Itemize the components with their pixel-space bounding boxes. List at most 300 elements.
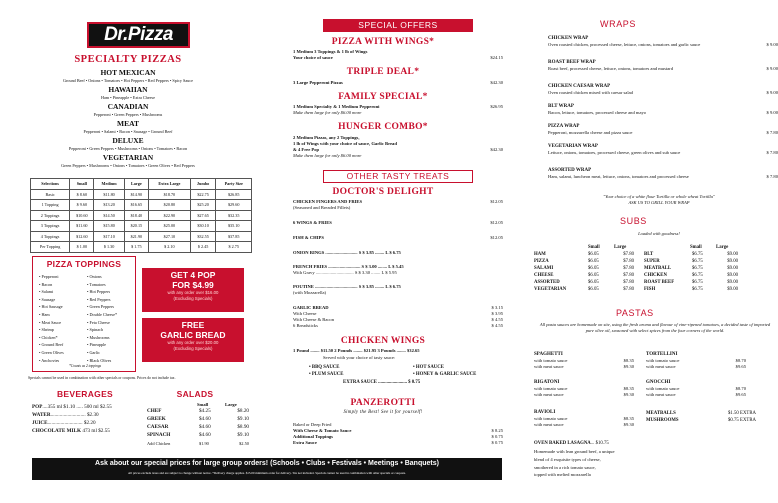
table-cell: $25.00 (149, 221, 191, 232)
pasta-option-price: $8.35 (623, 416, 634, 421)
promo-condition: with any order over $16.00 (167, 290, 219, 295)
pastas-title: PASTAS (616, 308, 654, 318)
salad-price-large: $8.90 (237, 424, 249, 430)
sub-price-small: $6.05 (588, 287, 599, 292)
group-orders-text: Ask about our special prices for large group orders! (Schools • Clubs • Festivals • Meetings • Banquets) (95, 460, 439, 467)
treat-text: ONION RINGS ............................ S $ 3.85 ........ L $ 6.75 (293, 250, 401, 255)
topping-item: • Red Peppers (87, 296, 111, 302)
table-cell: $14.50 (94, 210, 124, 221)
topping-item: • Tomatoes (87, 281, 106, 287)
table-cell: $14.90 (124, 189, 148, 200)
sub-price-small: $6.05 (588, 266, 599, 271)
sub-price-small: $6.75 (692, 287, 703, 292)
pasta-option-text: with meat sauce (646, 392, 676, 397)
topping-item: • Shrimp (39, 327, 54, 333)
pizza-ingredients: Pepperoni • Green Peppers • Mushrooms (93, 112, 163, 117)
pizza-ingredients: Ground Beef • Onions • Tomatoes • Hot Peppers • Red Peppers • Spicy Sauce (62, 78, 193, 83)
wraps-title: WRAPS (600, 19, 637, 29)
salad-price-small: $4.60 (199, 416, 211, 422)
pasta-name: RIGATONI (534, 380, 560, 385)
pasta-extra-name: MEATBALLS (646, 411, 676, 416)
sub-name: SUPER (644, 259, 660, 264)
table-header: Medium (94, 179, 124, 190)
treat-price: $ 3.15 (491, 305, 503, 310)
toppings-list-left (39, 273, 64, 364)
topping-item: • Bacon (39, 281, 53, 287)
lasagna-desc-line: smothered in a rich tomato sauce, (534, 464, 596, 470)
offer-line (293, 110, 503, 116)
treat-text: 6 Breadsticks (293, 323, 318, 328)
pasta-option-price: $8.70 (735, 358, 746, 363)
panzerotti-price: $ 8.25 (491, 428, 503, 433)
treat-text: (with Mozzarella) (293, 290, 327, 295)
wrap-description (548, 130, 778, 136)
subs-col-small: Small (690, 245, 702, 250)
topping-item: • Pineapple (87, 342, 107, 348)
topping-item: • Green Olives (39, 349, 64, 355)
pizza-name: HAWAIIAN (108, 85, 148, 94)
sub-price-small: $6.75 (692, 280, 703, 285)
pizza-ingredients: Pepperoni • Salami • Bacon • Sausage • Ground Beef (83, 129, 173, 134)
specialty-pizzas-title: SPECIALTY PIZZAS (74, 54, 182, 65)
salad-price-small: $4.25 (199, 408, 211, 414)
wrap-description (548, 42, 778, 48)
table-row (31, 231, 252, 242)
price-disclaimer: All prices exclude taxes and are subject to change without notice. *Delivery charge applies. $15.00 minimum order for delivery. Tax not included. Specials cannot be used in combination with other specials or coupons. (128, 471, 406, 475)
treat-price (473, 250, 503, 256)
sauce-item: • PLUM SAUCE (309, 372, 344, 377)
table-cell: $37.85 (216, 231, 252, 242)
pasta-option-text: with meat sauce (534, 422, 564, 427)
topping-item: • Black Olives (87, 357, 112, 363)
beverage-name: WATER (32, 412, 51, 418)
beverage-price: 473 ml $2.55 (81, 428, 110, 434)
offer-title: HUNGER COMBO* (338, 122, 428, 132)
treat-text: 6 WINGS & FRIES (293, 220, 332, 225)
pasta-option (646, 364, 746, 371)
salad-price-large: $9.10 (237, 416, 249, 422)
subs-title: SUBS (620, 216, 647, 226)
lasagna-price: ... $10.75 (590, 441, 609, 446)
treat-price (473, 290, 503, 296)
table-cell: Per Topping (31, 242, 70, 253)
promo-garlic-bread-box (142, 318, 244, 362)
wrap-price: $ 9.00 (766, 110, 778, 115)
pasta-option (534, 392, 634, 399)
offer-text: 1 lb of Wings with your choice of sauce, Garlic Bread (293, 141, 397, 146)
pasta-option-price: $9.30 (623, 422, 634, 427)
treat-line (293, 290, 503, 296)
salad-price-small: $4.60 (199, 432, 211, 438)
salad-name: GREEK (147, 416, 166, 422)
table-cell: 4 Toppings (31, 231, 70, 242)
treat-line (293, 235, 503, 241)
topping-item: • Ham (39, 311, 50, 317)
pasta-option-text: with tomato sauce (534, 386, 568, 391)
table-cell: 3 Toppings (31, 221, 70, 232)
treat-text: FISH & CHIPS (293, 235, 324, 240)
treat-price: $ 4.55 (491, 317, 503, 322)
beverage-price: ....355 ml $1.10 ..... 500 ml $2.55 (42, 404, 112, 410)
table-cell: $11.80 (94, 189, 124, 200)
table-cell: $11.60 (70, 221, 94, 232)
wrap-price: $ 7.80 (766, 174, 778, 179)
sauce-item: • HOT SAUCE (413, 365, 444, 370)
pasta-extra (646, 417, 756, 424)
wrap-name: ASSORTED WRAP (548, 168, 592, 173)
doctors-delight-title: DOCTOR'S DELIGHT (332, 187, 434, 197)
topping-item: • Double Cheese* (87, 311, 118, 317)
treat-text: (Seasoned and Breaded Fillets) (293, 205, 351, 210)
subs-subtitle: Loaded with goodness! (638, 231, 680, 236)
wrap-price: $ 7.80 (766, 150, 778, 155)
salad-price-large: $2.50 (239, 441, 249, 446)
panzerotti-text: Extra Sauce (293, 440, 317, 445)
table-cell: $ 8.60 (70, 189, 94, 200)
table-row (31, 189, 252, 200)
treat-text: With Cheese (293, 311, 317, 316)
grill-note: ASK US TO GRILL YOUR WRAP (628, 200, 690, 205)
offer-text: 1 Medium Specialty & 1 Medium Pepperoni (293, 104, 380, 109)
promo-pop-box (142, 268, 244, 312)
tortilla-note: "Your choice of a white flour Tortilla or whole wheat Tortilla" (603, 194, 715, 199)
treat-price: $12.05 (490, 220, 503, 225)
wrap-description (548, 90, 778, 96)
table-cell: $13.20 (94, 200, 124, 211)
table-cell: $21.90 (124, 231, 148, 242)
pizza-name: DELUXE (112, 136, 144, 145)
salad-item (147, 416, 249, 423)
pastas-intro: All pasta sauces are homemade on site, using the fresh aroma and flavour of vine-ripened tomatoes, a decided taste of imported pure olive oil, seasoned with select spices from the four corners of the world. (539, 322, 771, 333)
sub-name: CHEESE (534, 273, 554, 278)
table-header: Large (124, 179, 148, 190)
sub-name: ASSORTED (534, 280, 560, 285)
topping-item: • Meat Sauce (39, 319, 62, 325)
table-cell: $ 1.75 (124, 242, 148, 253)
toppings-note: *Counts as 2 toppings (68, 364, 102, 368)
offer-price: $26.95 (490, 104, 503, 109)
other-treats-band: OTHER TASTY TREATS (323, 170, 473, 183)
offer-line (293, 55, 503, 61)
offer-line (293, 80, 503, 86)
wrap-description (548, 174, 778, 180)
treat-price: $ 4.55 (491, 323, 503, 328)
beverage-price: ........................... $2.20 (47, 420, 96, 426)
beverage-item (32, 420, 96, 427)
wrap-name: ROAST BEEF WRAP (548, 60, 596, 65)
beverage-item (32, 412, 99, 419)
pasta-option-text: with tomato sauce (534, 358, 568, 363)
offer-price: $42.30 (490, 147, 503, 152)
sub-price-small: $6.05 (588, 252, 599, 257)
sub-item (534, 286, 634, 293)
sub-price-small: $6.05 (588, 259, 599, 264)
wrap-name: CHICKEN CAESAR WRAP (548, 84, 611, 89)
topping-item: • Hot Sausage (39, 304, 63, 310)
offer-title: PIZZA WITH WINGS* (331, 37, 435, 47)
sub-name: CHICKEN (644, 273, 667, 278)
wings-sizes-text: 1 Pound ........ $11.50 2 Pounds ........ $21.95 3 Pounds ........ $32.65 (293, 348, 420, 353)
panzerotti-title: PANZEROTTI (350, 398, 416, 408)
special-offers-band: SPECIAL OFFERS (323, 19, 473, 32)
table-header-row (31, 179, 252, 190)
offer-text: Make them large for only $6.00 more (293, 153, 362, 158)
beverage-item (32, 428, 110, 435)
sub-name: HAM (534, 252, 546, 257)
sub-price-large: $7.80 (623, 259, 634, 264)
wrap-desc-text: Pepperoni, mozzarella cheese and pizza sauce (548, 130, 633, 135)
offer-text: & 4 Free Pop (293, 147, 320, 152)
pizza-ingredients: Green Peppers • Mushrooms • Onions • Tomatoes • Green Olives • Red Peppers (61, 163, 195, 168)
panzerotti-text: Additional Toppings (293, 434, 333, 439)
beverage-item (32, 404, 112, 411)
sub-price-large: $9.00 (727, 280, 738, 285)
treat-line (293, 220, 503, 226)
table-row (31, 200, 252, 211)
table-cell: $ 2.75 (216, 242, 252, 253)
pizza-ingredients: Pepperoni • Green Peppers • Mushrooms • Onions • Tomatoes • Bacon (68, 146, 188, 151)
topping-item: • Feta Cheese (87, 319, 110, 325)
table-cell: 2 Toppings (31, 210, 70, 221)
offer-text: 3 Large Pepperoni Pizzas (293, 80, 343, 85)
sub-price-large: $9.00 (727, 259, 738, 264)
wrap-price: $ 9.00 (766, 90, 778, 95)
salads-title: SALADS (176, 389, 214, 399)
pasta-option-price: $8.35 (623, 386, 634, 391)
topping-item: • Hot Peppers (87, 289, 111, 295)
pasta-extra-name: MUSHROOMS (646, 418, 679, 423)
topping-item: • Salami (39, 289, 54, 295)
group-orders-banner (32, 458, 502, 480)
table-cell: $ 1.30 (94, 242, 124, 253)
pasta-name: TORTELLINI (646, 352, 678, 357)
beverages-title: BEVERAGES (56, 389, 114, 399)
offer-price (473, 110, 503, 116)
subs-col-small: Small (588, 245, 600, 250)
treat-line (293, 323, 503, 329)
promo-line: FREE (181, 320, 205, 330)
topping-item: • Onions (87, 274, 102, 279)
pasta-option-price: $9.30 (623, 364, 634, 369)
table-row (31, 221, 252, 232)
pasta-option-text: with meat sauce (646, 364, 676, 369)
sub-name: VEGETARIAN (534, 287, 567, 292)
offer-text: Your choice of sauce (293, 55, 333, 60)
pasta-option-text: with tomato sauce (646, 358, 680, 363)
treat-line (293, 250, 503, 256)
topping-item: • Pepperoni (39, 274, 59, 279)
offer-line (293, 153, 503, 159)
pasta-extra-price: $0.75 EXTRA (728, 418, 756, 423)
toppings-list-right (87, 273, 117, 364)
table-header: Party Size (216, 179, 252, 190)
sub-item (644, 286, 738, 293)
wrap-desc-text: Roast beef, processed cheese, lettuce, onions, tomatoes and mustard (548, 66, 674, 71)
salad-col-small: Small (197, 402, 209, 407)
sub-name: ROAST BEEF (644, 280, 675, 285)
salad-name: Add Chicken (147, 441, 171, 446)
table-cell: $25.20 (190, 200, 216, 211)
wings-sizes (293, 348, 503, 354)
wrap-description (548, 110, 778, 116)
sub-name: SALAMI (534, 266, 554, 271)
salad-item (147, 432, 249, 439)
sub-name: BLT (644, 252, 654, 257)
wrap-desc-text: Lettuce, onions, tomatoes, processed cheese, green olives and sub sauce (548, 150, 681, 155)
salad-name: CAESAR (147, 424, 169, 430)
beverage-name: CHOCOLATE MILK (32, 428, 82, 434)
wrap-desc-text: Bacon, lettuce, tomatoes, processed cheese and mayo (548, 110, 647, 115)
pasta-option-price: $9.30 (623, 392, 634, 397)
pizza-toppings-box (32, 256, 136, 372)
sub-price-small: $6.75 (692, 273, 703, 278)
lasagna-desc-line: Homemade with lean ground beef, a unique (534, 449, 615, 454)
topping-item: • Ground Beef (39, 342, 64, 348)
wrap-name: BLT WRAP (548, 104, 574, 109)
promo-line: FOR $4.99 (172, 280, 214, 290)
pasta-option (646, 392, 746, 399)
pizza-name: VEGETARIAN (102, 153, 154, 162)
table-cell: Basic (31, 189, 70, 200)
promo-line: GARLIC BREAD (160, 330, 226, 340)
beverage-name: POP (32, 404, 43, 410)
wrap-price: $ 7.80 (766, 130, 778, 135)
treat-text: FRENCH FRIES ............................ S $ 3.00 ........ L $ 5.45 (293, 264, 404, 269)
offer-price: $42.30 (490, 80, 503, 85)
wings-served (323, 355, 533, 361)
table-cell: $16.65 (124, 200, 148, 211)
pasta-name: SPAGHETTI (534, 352, 563, 357)
pizza-size-price-table (30, 178, 252, 253)
topping-item: • Mushrooms (87, 334, 110, 340)
table-cell: $17.10 (94, 231, 124, 242)
table-cell: $30.10 (190, 221, 216, 232)
salad-price-small: $4.60 (199, 424, 211, 430)
salad-item (147, 424, 249, 431)
dr-pizza-logo: Dr.Pizza (87, 22, 190, 48)
treat-text: With Gravy ................................. S $ 3.30 ........ L $ 5.95 (293, 270, 397, 275)
table-row (31, 210, 252, 221)
wrap-description (548, 66, 778, 72)
pasta-option (534, 422, 634, 429)
pizza-name: MEAT (117, 119, 139, 128)
treat-price (473, 205, 503, 211)
panzerotti-price: $ 0.75 (491, 434, 503, 439)
panzerotti-subtitle: Simply the Best! See it for yourself! (343, 410, 423, 415)
table-header: Jumbo (190, 179, 216, 190)
offer-text: 2 Medium Pizzas, any 2 Toppings, (293, 135, 360, 140)
treat-price: $12.05 (490, 235, 503, 240)
wrap-desc-text: Oven roasted chicken, processed cheese, lettuce, onions, tomatoes and garlic sauce (548, 42, 701, 47)
pasta-option-price: $9.65 (735, 392, 746, 397)
offer-price: $24.15 (490, 55, 503, 60)
offer-text: 1 Medium 3 Toppings & 1 lb of Wings (293, 49, 368, 54)
sub-price-large: $9.00 (727, 273, 738, 278)
beverage-price: ........................... $2.30 (50, 412, 99, 418)
wrap-desc-text: Ham, salami, luncheon meat, lettuce, onions, tomatoes and processed cheese (548, 174, 689, 179)
offer-price (473, 153, 503, 159)
table-row (31, 242, 252, 253)
pasta-option-price: $8.70 (735, 386, 746, 391)
table-cell: $22.90 (149, 210, 191, 221)
topping-item: • Spinach (87, 327, 104, 333)
sub-price-small: $6.05 (588, 280, 599, 285)
table-header: Extra Large (149, 179, 191, 190)
pasta-option-price: $8.35 (623, 358, 634, 363)
chicken-wings-title: CHICKEN WINGS (340, 336, 426, 346)
sauce-item: • BBQ SAUCE (309, 365, 340, 370)
table-cell: $32.55 (190, 231, 216, 242)
table-cell: $35.10 (216, 221, 252, 232)
salad-item (147, 440, 249, 447)
pasta-name: RAVIOLI (534, 410, 556, 415)
table-cell: $ 2.45 (190, 242, 216, 253)
treat-price: $ 3.95 (491, 311, 503, 316)
pizza-toppings-title: PIZZA TOPPINGS (46, 259, 122, 269)
beverage-name: JUICE (32, 420, 48, 426)
panzerotti-line (293, 440, 503, 446)
promo-line: GET 4 POP (170, 270, 216, 280)
topping-item: • Anchovies (39, 357, 60, 363)
extra-sauce: EXTRA SAUCE ........................ $ 0.75 (343, 380, 421, 385)
topping-item: • Sausage (39, 296, 56, 302)
wrap-price: $ 9.00 (766, 42, 778, 47)
treat-line (293, 205, 503, 211)
table-header: Selections (31, 179, 70, 190)
treat-text: With Cheese & Bacon (293, 317, 335, 322)
wrap-description (548, 150, 778, 156)
sub-price-large: $9.00 (727, 266, 738, 271)
lasagna-title: OVEN BAKED LASAGNA (534, 441, 591, 446)
salad-price-large: $8.20 (237, 408, 249, 414)
panzerotti-text: Baked or Deep Fried (293, 422, 332, 427)
table-cell: $ 1.00 (70, 242, 94, 253)
wrap-name: PIZZA WRAP (548, 124, 580, 129)
lasagna-desc-line: topped with melted mozzarella (534, 472, 591, 478)
sub-price-large: $7.80 (623, 280, 634, 285)
lasagna-desc-line: blend of 4 exquisite types of cheese, (534, 456, 601, 462)
wrap-desc-text: Oven roasted chicken mixed with caesar salad (548, 90, 633, 95)
table-cell: $ 9.60 (70, 200, 94, 211)
treat-line (293, 270, 503, 276)
promo-condition: (Excluding Specials) (173, 346, 213, 351)
offer-text: Make them large for only $6.00 more (293, 110, 362, 115)
table-cell: $26.85 (216, 189, 252, 200)
sub-price-large: $7.80 (623, 266, 634, 271)
offer-title: TRIPLE DEAL* (346, 67, 420, 77)
treat-text: GARLIC BREAD (293, 305, 329, 310)
salad-name: CHEF (147, 408, 162, 414)
topping-item: • Garlic (87, 349, 100, 355)
sub-price-large: $7.80 (623, 287, 634, 292)
pasta-option-text: with tomato sauce (534, 416, 568, 421)
sub-name: FISH (644, 287, 656, 292)
table-cell: $20.15 (124, 221, 148, 232)
lasagna-description (534, 448, 615, 479)
treat-price: $12.05 (490, 199, 503, 204)
sub-price-small: $6.75 (692, 259, 703, 264)
sub-price-small: $6.75 (692, 252, 703, 257)
treat-text: CHICKEN FINGERS AND FRIES (293, 199, 363, 204)
pasta-option-text: with meat sauce (534, 392, 564, 397)
table-cell: $29.60 (216, 200, 252, 211)
subs-col-large: Large (614, 245, 627, 250)
table-header: Small (70, 179, 94, 190)
wrap-name: CHICKEN WRAP (548, 36, 589, 41)
offer-title: FAMILY SPECIAL* (338, 92, 428, 102)
table-cell: $10.60 (70, 210, 94, 221)
table-cell: $20.80 (149, 200, 191, 211)
